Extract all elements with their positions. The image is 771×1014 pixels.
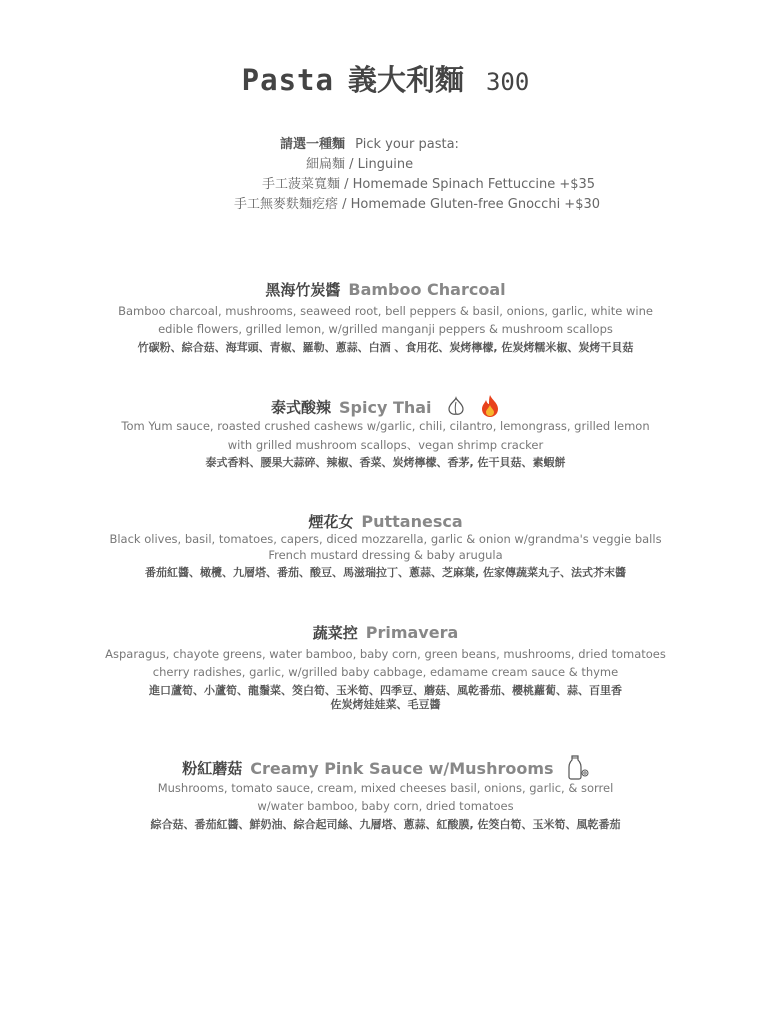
dish-heading <box>0 622 771 643</box>
pasta-option: 細扁麵 / Linguine <box>306 157 414 172</box>
price: 300 <box>485 68 530 96</box>
dish-name-en: Creamy Pink Sauce w/Mushrooms <box>250 758 554 778</box>
dish-heading <box>0 394 771 422</box>
dish-name-en: Spicy Thai <box>339 397 432 417</box>
dish-description: with grilled mushroom scallops、vegan shrimp cracker <box>227 438 544 452</box>
dish-description: French mustard dressing & baby arugula <box>268 548 503 562</box>
pasta-option: 手工無麥麩麵疙瘩 / Homemade Gluten-free Gnocchi +$30 <box>234 197 601 212</box>
dish-description: Bamboo charcoal, mushrooms, seaweed root, bell peppers & basil, onions, garlic, white wine <box>118 304 653 318</box>
pasta-choice-label-en: Pick your pasta: <box>355 137 459 152</box>
dish-name-zh: 黑海竹炭醬 <box>265 281 341 299</box>
dish-description-zh: 番茄紅醬、橄欖、九層塔、番茄、酸豆、馬滋瑞拉丁、蔥蒜、芝麻葉, 佐家傳蔬菜丸子、法式芥末醬 <box>144 566 626 579</box>
dish-name-zh: 泰式酸辣 <box>270 398 331 417</box>
pasta-option: 手工菠菜寬麵 / Homemade Spinach Fettuccine +$35 <box>262 177 596 192</box>
dish-description-zh: 泰式香料、腰果大蒜碎、辣椒、香菜、炭烤檸檬、香茅, 佐干貝菇、素蝦餅 <box>205 456 566 469</box>
dish-name-en: Primavera <box>365 623 459 642</box>
dish-description: edible flowers, grilled lemon, w/grilled manganji peppers & mushroom scallops <box>158 322 613 336</box>
milk-bottle-icon <box>567 754 589 784</box>
title-en: Pasta <box>241 63 334 97</box>
dish-description: Asparagus, chayote greens, water bamboo, baby corn, green beans, mushrooms, dried tomatoes <box>105 647 666 661</box>
garlic-icon <box>445 396 467 420</box>
pasta-choice-label-zh: 請選一種麵 <box>280 137 346 152</box>
pasta-choice-heading <box>280 133 459 152</box>
fire-icon <box>480 394 500 422</box>
dish-description: Tom Yum sauce, roasted crushed cashews w/garlic, chili, cilantro, lemongrass, grilled lemon <box>121 419 650 433</box>
dish-name-en: Puttanesca <box>361 512 463 531</box>
dish-description: Black olives, basil, tomatoes, capers, diced mozzarella, garlic & onion w/grandma's veggie balls <box>109 532 662 546</box>
dish-description: Mushrooms, tomato sauce, cream, mixed cheeses basil, onions, garlic, & sorrel <box>157 781 614 795</box>
dish-description-zh: 綜合菇、番茄紅醬、鮮奶油、綜合起司絲、九層塔、蔥蒜、紅酸膜, 佐筊白筍、玉米筍、風乾番茄 <box>150 818 621 831</box>
title-zh: 義大利麵 <box>347 63 464 97</box>
dish-description-zh: 佐炭烤娃娃菜、毛豆醬 <box>330 698 441 711</box>
dish-name-zh: 煙花女 <box>308 513 354 531</box>
dish-description: w/water bamboo, baby corn, dried tomatoes <box>257 799 514 813</box>
dish-description-zh: 竹碳粉、綜合菇、海茸頭、青椒、羅勒、蔥蒜、白酒 、食用花、炭烤檸檬, 佐炭烤糯米椒、炭烤干貝菇 <box>137 341 634 354</box>
dish-description: cherry radishes, garlic, w/grilled baby cabbage, edamame cream sauce & thyme <box>152 665 619 679</box>
dish-name-zh: 粉紅蘑菇 <box>182 759 243 778</box>
dish-heading <box>0 279 771 300</box>
dish-name-zh: 蔬菜控 <box>312 624 358 642</box>
dish-description-zh: 進口蘆筍、小蘆筍、龍鬚菜、筊白筍、玉米筍、四季豆、蘑菇、風乾番茄、櫻桃蘿蔔、蒜、百里香 <box>149 684 622 697</box>
page-title <box>0 58 771 99</box>
dish-name-en: Bamboo Charcoal <box>348 280 506 299</box>
dish-heading <box>0 754 771 784</box>
dish-heading <box>0 511 771 532</box>
